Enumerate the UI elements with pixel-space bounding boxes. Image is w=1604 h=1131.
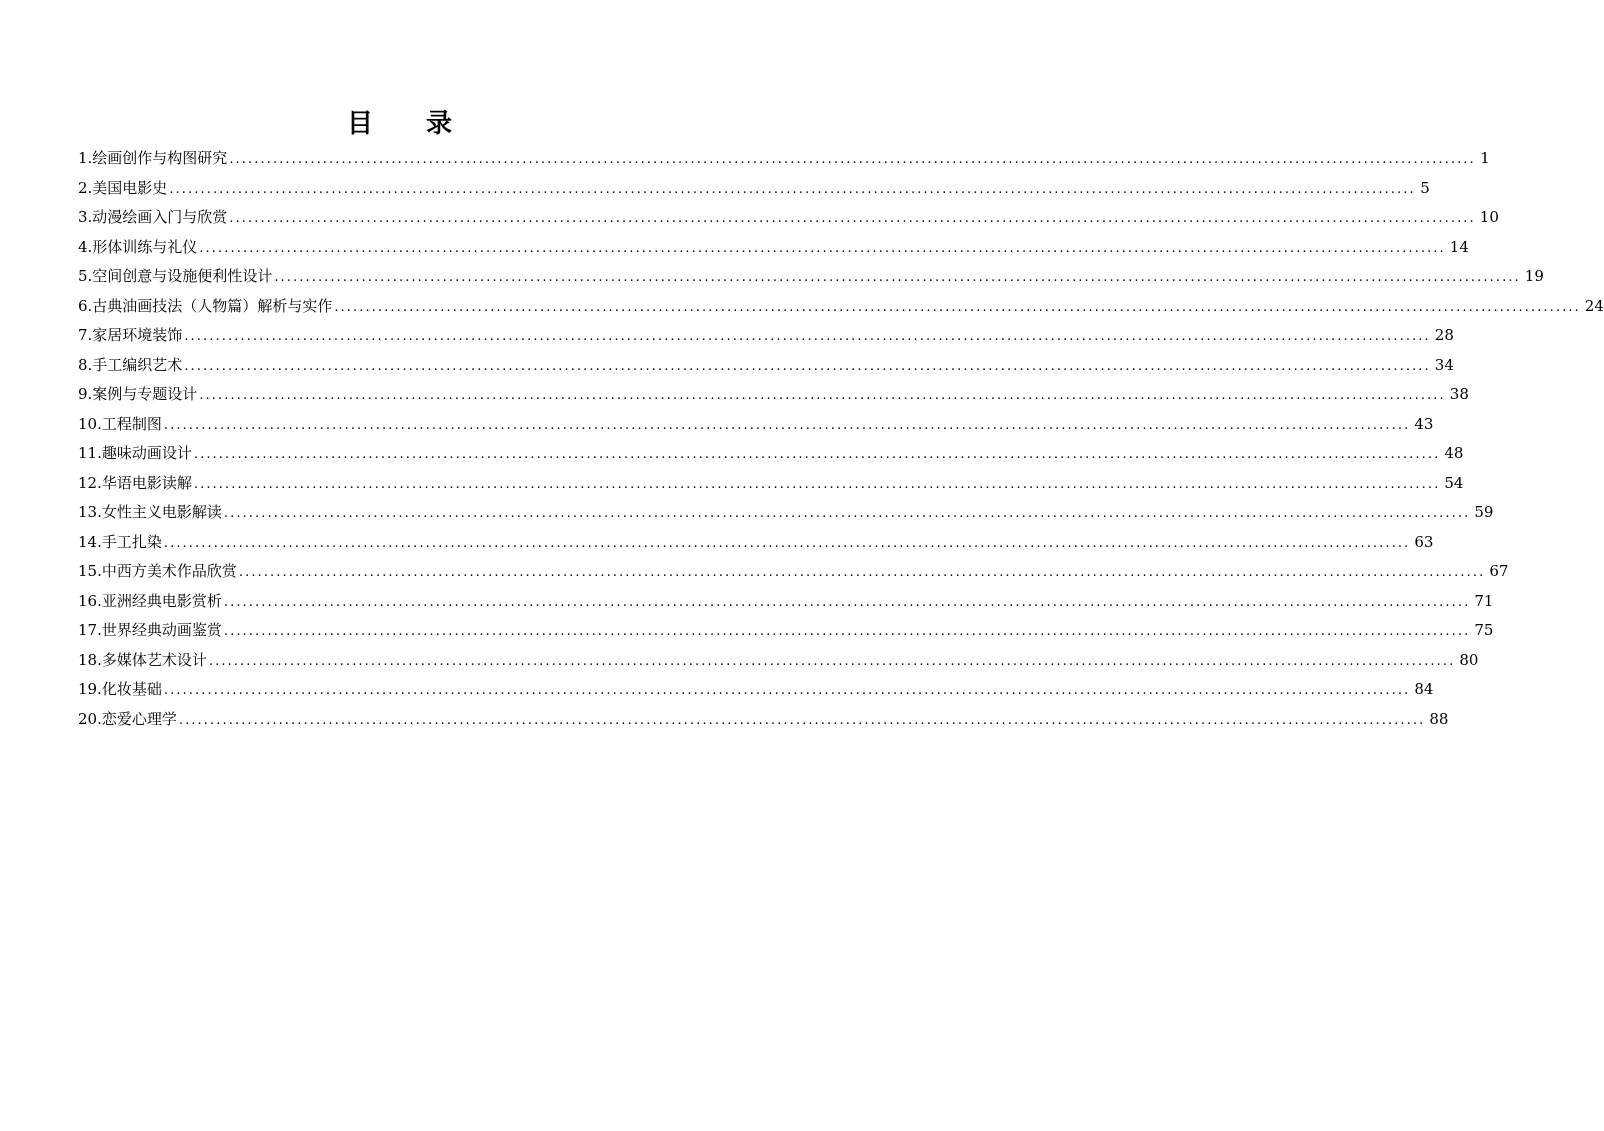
toc-page-number: 1: [1480, 149, 1490, 167]
toc-entry[interactable]: [78, 203, 1499, 233]
dot-leader: ........................................................................................................................................................................................................: [229, 211, 1476, 226]
toc-page-number: 14: [1449, 237, 1469, 256]
toc-entry[interactable]: [78, 469, 1464, 499]
table-of-contents: [78, 144, 1604, 734]
dot-leader: ........................................................................................................................................................................................................: [334, 299, 1581, 315]
toc-entry[interactable]: [78, 528, 1434, 558]
toc-entry[interactable]: [78, 262, 1544, 292]
toc-entry-title: 4.形体训练与礼仪: [78, 237, 198, 256]
dot-leader: ........................................................................................................................................................................................................: [223, 624, 1471, 639]
toc-entry[interactable]: [78, 646, 1479, 676]
toc-entry[interactable]: [78, 144, 1490, 174]
dot-leader: ........................................................................................................................................................................................................: [193, 447, 1441, 462]
toc-entry-title: 10.工程制图: [78, 414, 162, 433]
toc-page-number: 54: [1444, 473, 1464, 492]
toc-page-number: 5: [1420, 178, 1430, 197]
toc-page-number: 84: [1414, 680, 1434, 698]
toc-entry[interactable]: [78, 675, 1434, 705]
toc-entry-title: 11.趣味动画设计: [78, 444, 192, 462]
toc-entry-title: 17.世界经典动画鉴赏: [78, 621, 222, 639]
dot-leader: ........................................................................................................................................................................................................: [178, 712, 1426, 728]
toc-entry-title: 16.亚洲经典电影赏析: [78, 591, 222, 610]
toc-page-number: 34: [1434, 355, 1454, 374]
dot-leader: ........................................................................................................................................................................................................: [193, 476, 1441, 492]
dot-leader: ........................................................................................................................................................................................................: [199, 240, 1446, 256]
toc-page-number: 10: [1479, 208, 1499, 226]
dot-leader: ........................................................................................................................................................................................................: [229, 152, 1476, 167]
toc-entry[interactable]: [78, 705, 1449, 735]
toc-page-number: 43: [1414, 414, 1434, 433]
toc-page-number: 88: [1429, 709, 1449, 728]
toc-page-number: 67: [1489, 562, 1509, 580]
toc-entry-title: 12.华语电影读解: [78, 473, 192, 492]
toc-entry-title: 14.手工扎染: [78, 532, 162, 551]
toc-entry-title: 19.化妆基础: [78, 680, 162, 698]
toc-page-number: 71: [1474, 591, 1494, 610]
toc-entry-title: 15.中西方美术作品欣赏: [78, 562, 237, 580]
toc-entry-title: 3.动漫绘画入门与欣赏: [78, 208, 228, 226]
toc-entry-title: 20.恋爱心理学: [78, 709, 177, 728]
toc-entry[interactable]: [78, 557, 1509, 587]
toc-page-number: 28: [1434, 326, 1454, 344]
toc-entry-title: 6.古典油画技法（人物篇）解析与实作: [78, 296, 333, 315]
toc-entry[interactable]: [78, 498, 1494, 528]
toc-entry[interactable]: [78, 587, 1494, 617]
toc-page-number: 24: [1584, 296, 1604, 315]
dot-leader: ........................................................................................................................................................................................................: [274, 270, 1521, 285]
toc-page-number: 19: [1524, 267, 1544, 285]
toc-entry-title: 8.手工编织艺术: [78, 355, 183, 374]
page-title: 目 录: [346, 109, 475, 139]
toc-entry[interactable]: [78, 616, 1494, 646]
toc-entry[interactable]: [78, 439, 1464, 469]
dot-leader: ........................................................................................................................................................................................................: [223, 594, 1471, 610]
dot-leader: ........................................................................................................................................................................................................: [223, 506, 1471, 521]
dot-leader: ........................................................................................................................................................................................................: [184, 329, 1431, 344]
toc-entry[interactable]: [78, 410, 1434, 440]
toc-entry[interactable]: [78, 174, 1430, 204]
dot-leader: ........................................................................................................................................................................................................: [163, 535, 1411, 551]
dot-leader: ........................................................................................................................................................................................................: [208, 653, 1456, 669]
toc-entry[interactable]: [78, 351, 1454, 381]
toc-entry[interactable]: [78, 292, 1604, 322]
toc-page-number: 75: [1474, 621, 1494, 639]
toc-page-number: 59: [1474, 503, 1494, 521]
toc-entry[interactable]: [78, 321, 1454, 351]
toc-entry-title: 18.多媒体艺术设计: [78, 650, 207, 669]
toc-entry-title: 13.女性主义电影解读: [78, 503, 222, 521]
toc-page-number: 63: [1414, 532, 1434, 551]
toc-page-number: 38: [1449, 385, 1469, 403]
toc-entry[interactable]: [78, 233, 1469, 263]
toc-page-number: 48: [1444, 444, 1464, 462]
dot-leader: ........................................................................................................................................................................................................: [184, 358, 1431, 374]
toc-entry-title: 1.绘画创作与构图研究: [78, 149, 228, 167]
dot-leader: ........................................................................................................................................................................................................: [169, 181, 1416, 197]
dot-leader: ........................................................................................................................................................................................................: [238, 565, 1486, 580]
toc-entry-title: 9.案例与专题设计: [78, 385, 198, 403]
toc-entry-title: 5.空间创意与设施便利性设计: [78, 267, 273, 285]
toc-entry-title: 2.美国电影史: [78, 178, 168, 197]
toc-page-number: 80: [1459, 650, 1479, 669]
dot-leader: ........................................................................................................................................................................................................: [163, 417, 1411, 433]
dot-leader: ........................................................................................................................................................................................................: [163, 683, 1411, 698]
toc-entry[interactable]: [78, 380, 1469, 410]
dot-leader: ........................................................................................................................................................................................................: [199, 388, 1446, 403]
toc-entry-title: 7.家居环境装饰: [78, 326, 183, 344]
